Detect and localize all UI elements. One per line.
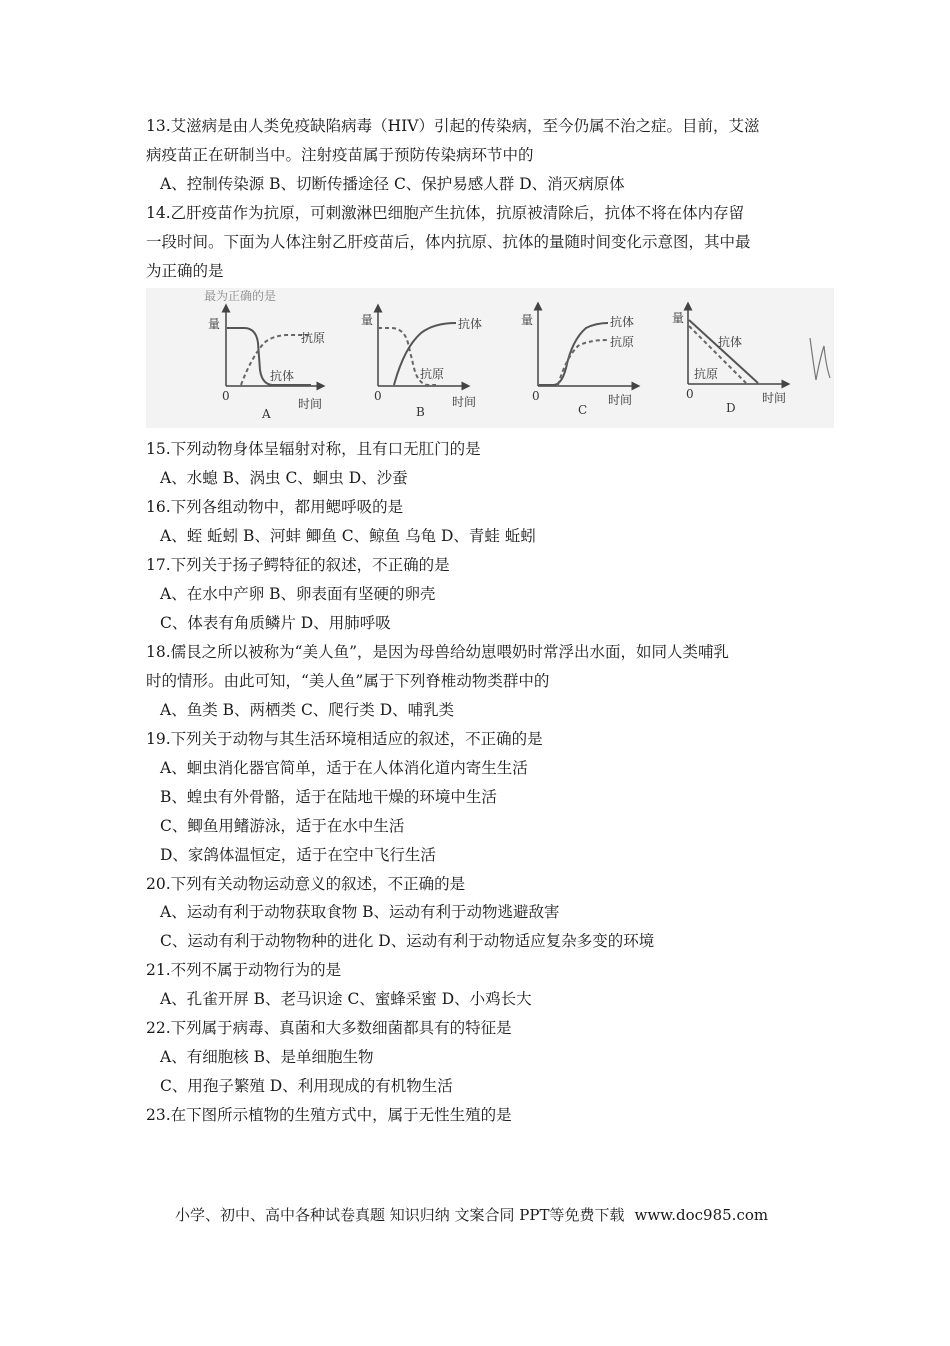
q14-stem-line3: 为正确的是	[146, 262, 224, 280]
graph-c-y-label: 量	[521, 313, 534, 327]
graph-d-letter: D	[726, 401, 736, 415]
footer-text: 小学、初中、高中各种试卷真题 知识归纳 文案合同 PPT等免费下载	[175, 1206, 625, 1224]
q17-options-line2: C、体表有角质鳞片 D、用肺呼吸	[160, 614, 391, 632]
q13-stem-line1: 13.艾滋病是由人类免疫缺陷病毒（HIV）引起的传染病，至今仍属不治之症。目前，艾滋	[146, 117, 760, 135]
graphs-svg	[146, 288, 834, 428]
q20-options-line2: C、运动有利于动物物种的进化 D、运动有利于动物适应复杂多变的环境	[160, 932, 655, 950]
q23-stem: 23.在下图所示植物的生殖方式中，属于无性生殖的是	[146, 1106, 512, 1124]
q19-option-b: B、蝗虫有外骨骼，适于在陆地干燥的环境中生活	[160, 788, 497, 806]
q16-stem: 16.下列各组动物中，都用鳃呼吸的是	[146, 498, 404, 516]
q15-options: A、水螅 B、涡虫 C、蛔虫 D、沙蚕	[160, 469, 408, 487]
q13-stem-line2: 病疫苗正在研制当中。注射疫苗属于预防传染病环节中的	[146, 146, 534, 164]
q16-options: A、蛭 蚯蚓 B、河蚌 鲫鱼 C、鲸鱼 乌龟 D、青蛙 蚯蚓	[160, 527, 536, 545]
graph-d-origin: 0	[686, 387, 694, 401]
graph-a-antigen-label: 抗原	[301, 331, 326, 345]
graph-a-letter: A	[262, 407, 271, 421]
antigen-antibody-figure	[146, 288, 834, 428]
graph-a-antibody-curve	[227, 328, 311, 385]
q17-options-line1: A、在水中产卵 B、卵表面有坚硬的卵壳	[160, 585, 436, 603]
graph-b-origin: 0	[374, 389, 382, 403]
graph-b-antibody-label: 抗体	[458, 317, 483, 331]
graph-d	[672, 306, 786, 415]
graph-d-antigen-label: 抗原	[694, 367, 719, 381]
q22-options-line2: C、用孢子繁殖 D、利用现成的有机物生活	[160, 1077, 453, 1095]
graph-d-y-label: 量	[672, 311, 685, 325]
graph-c-x-label: 时间	[608, 393, 633, 407]
graph-d-antibody-label: 抗体	[718, 335, 743, 349]
q14-stem-line1: 14.乙肝疫苗作为抗原，可刺激淋巴细胞产生抗体，抗原被清除后，抗体不将在体内存留	[146, 204, 745, 222]
graph-a	[208, 308, 325, 421]
q20-stem: 20.下列有关动物运动意义的叙述，不正确的是	[146, 875, 466, 893]
q14-stem-line2: 一段时间。下面为人体注射乙肝疫苗后，体内抗原、抗体的量随时间变化示意图，其中最	[146, 233, 751, 251]
footer-url-link[interactable]: www.doc985.com	[634, 1206, 769, 1224]
graph-c-antigen-label: 抗原	[610, 335, 635, 349]
q22-stem: 22.下列属于病毒、真菌和大多数细菌都具有的特征是	[146, 1019, 512, 1037]
q21-options: A、孔雀开屏 B、老马识途 C、蜜蜂采蜜 D、小鸡长大	[160, 990, 532, 1008]
graph-c-antibody-label: 抗体	[610, 315, 635, 329]
graph-b-x-label: 时间	[452, 395, 477, 409]
graph-a-y-label: 量	[208, 317, 221, 331]
graph-a-x-label: 时间	[298, 397, 323, 411]
graph-c-letter: C	[578, 403, 588, 417]
q19-option-a: A、蛔虫消化器官简单，适于在人体消化道内寄生生活	[160, 759, 528, 777]
q22-options-line1: A、有细胞核 B、是单细胞生物	[160, 1048, 374, 1066]
graph-a-origin: 0	[222, 389, 230, 403]
q19-stem: 19.下列关于动物与其生活环境相适应的叙述，不正确的是	[146, 730, 543, 748]
graph-c	[521, 306, 636, 417]
graph-c-antibody-curve	[539, 323, 608, 385]
graph-b-antigen-label: 抗原	[420, 367, 445, 381]
graph-b-y-label: 量	[361, 313, 374, 327]
q19-option-d: D、家鸽体温恒定，适于在空中飞行生活	[160, 846, 436, 864]
q20-options-line1: A、运动有利于动物获取食物 B、运动有利于动物逃避敌害	[160, 903, 560, 921]
q15-stem: 15.下列动物身体呈辐射对称，且有口无肛门的是	[146, 440, 481, 458]
graph-b	[361, 308, 482, 419]
q18-stem-line2: 时的情形。由此可知，“美人鱼”属于下列脊椎动物类群中的	[146, 672, 550, 690]
graph-d-x-label: 时间	[762, 391, 787, 405]
graph-a-antibody-label: 抗体	[270, 369, 295, 383]
q17-stem: 17.下列关于扬子鳄特征的叙述，不正确的是	[146, 556, 450, 574]
q21-stem: 21.不列不属于动物行为的是	[146, 961, 342, 979]
graph-c-origin: 0	[532, 389, 540, 403]
figure-header-fragment: 最为正确的是	[204, 289, 277, 303]
q13-options: A、控制传染源 B、切断传播途径 C、保护易感人群 D、消灭病原体	[160, 175, 625, 193]
q19-option-c: C、鲫鱼用鳍游泳，适于在水中生活	[160, 817, 405, 835]
q18-options: A、鱼类 B、两栖类 C、爬行类 D、哺乳类	[160, 701, 455, 719]
pencil-scribble-mark	[810, 338, 830, 380]
graph-b-letter: B	[416, 405, 425, 419]
page-footer	[175, 1205, 768, 1225]
graph-c-antigen-curve	[558, 340, 608, 385]
q18-stem-line1: 18.儒艮之所以被称为“美人鱼”，是因为母兽给幼崽喂奶时常浮出水面，如同人类哺乳	[146, 643, 730, 661]
